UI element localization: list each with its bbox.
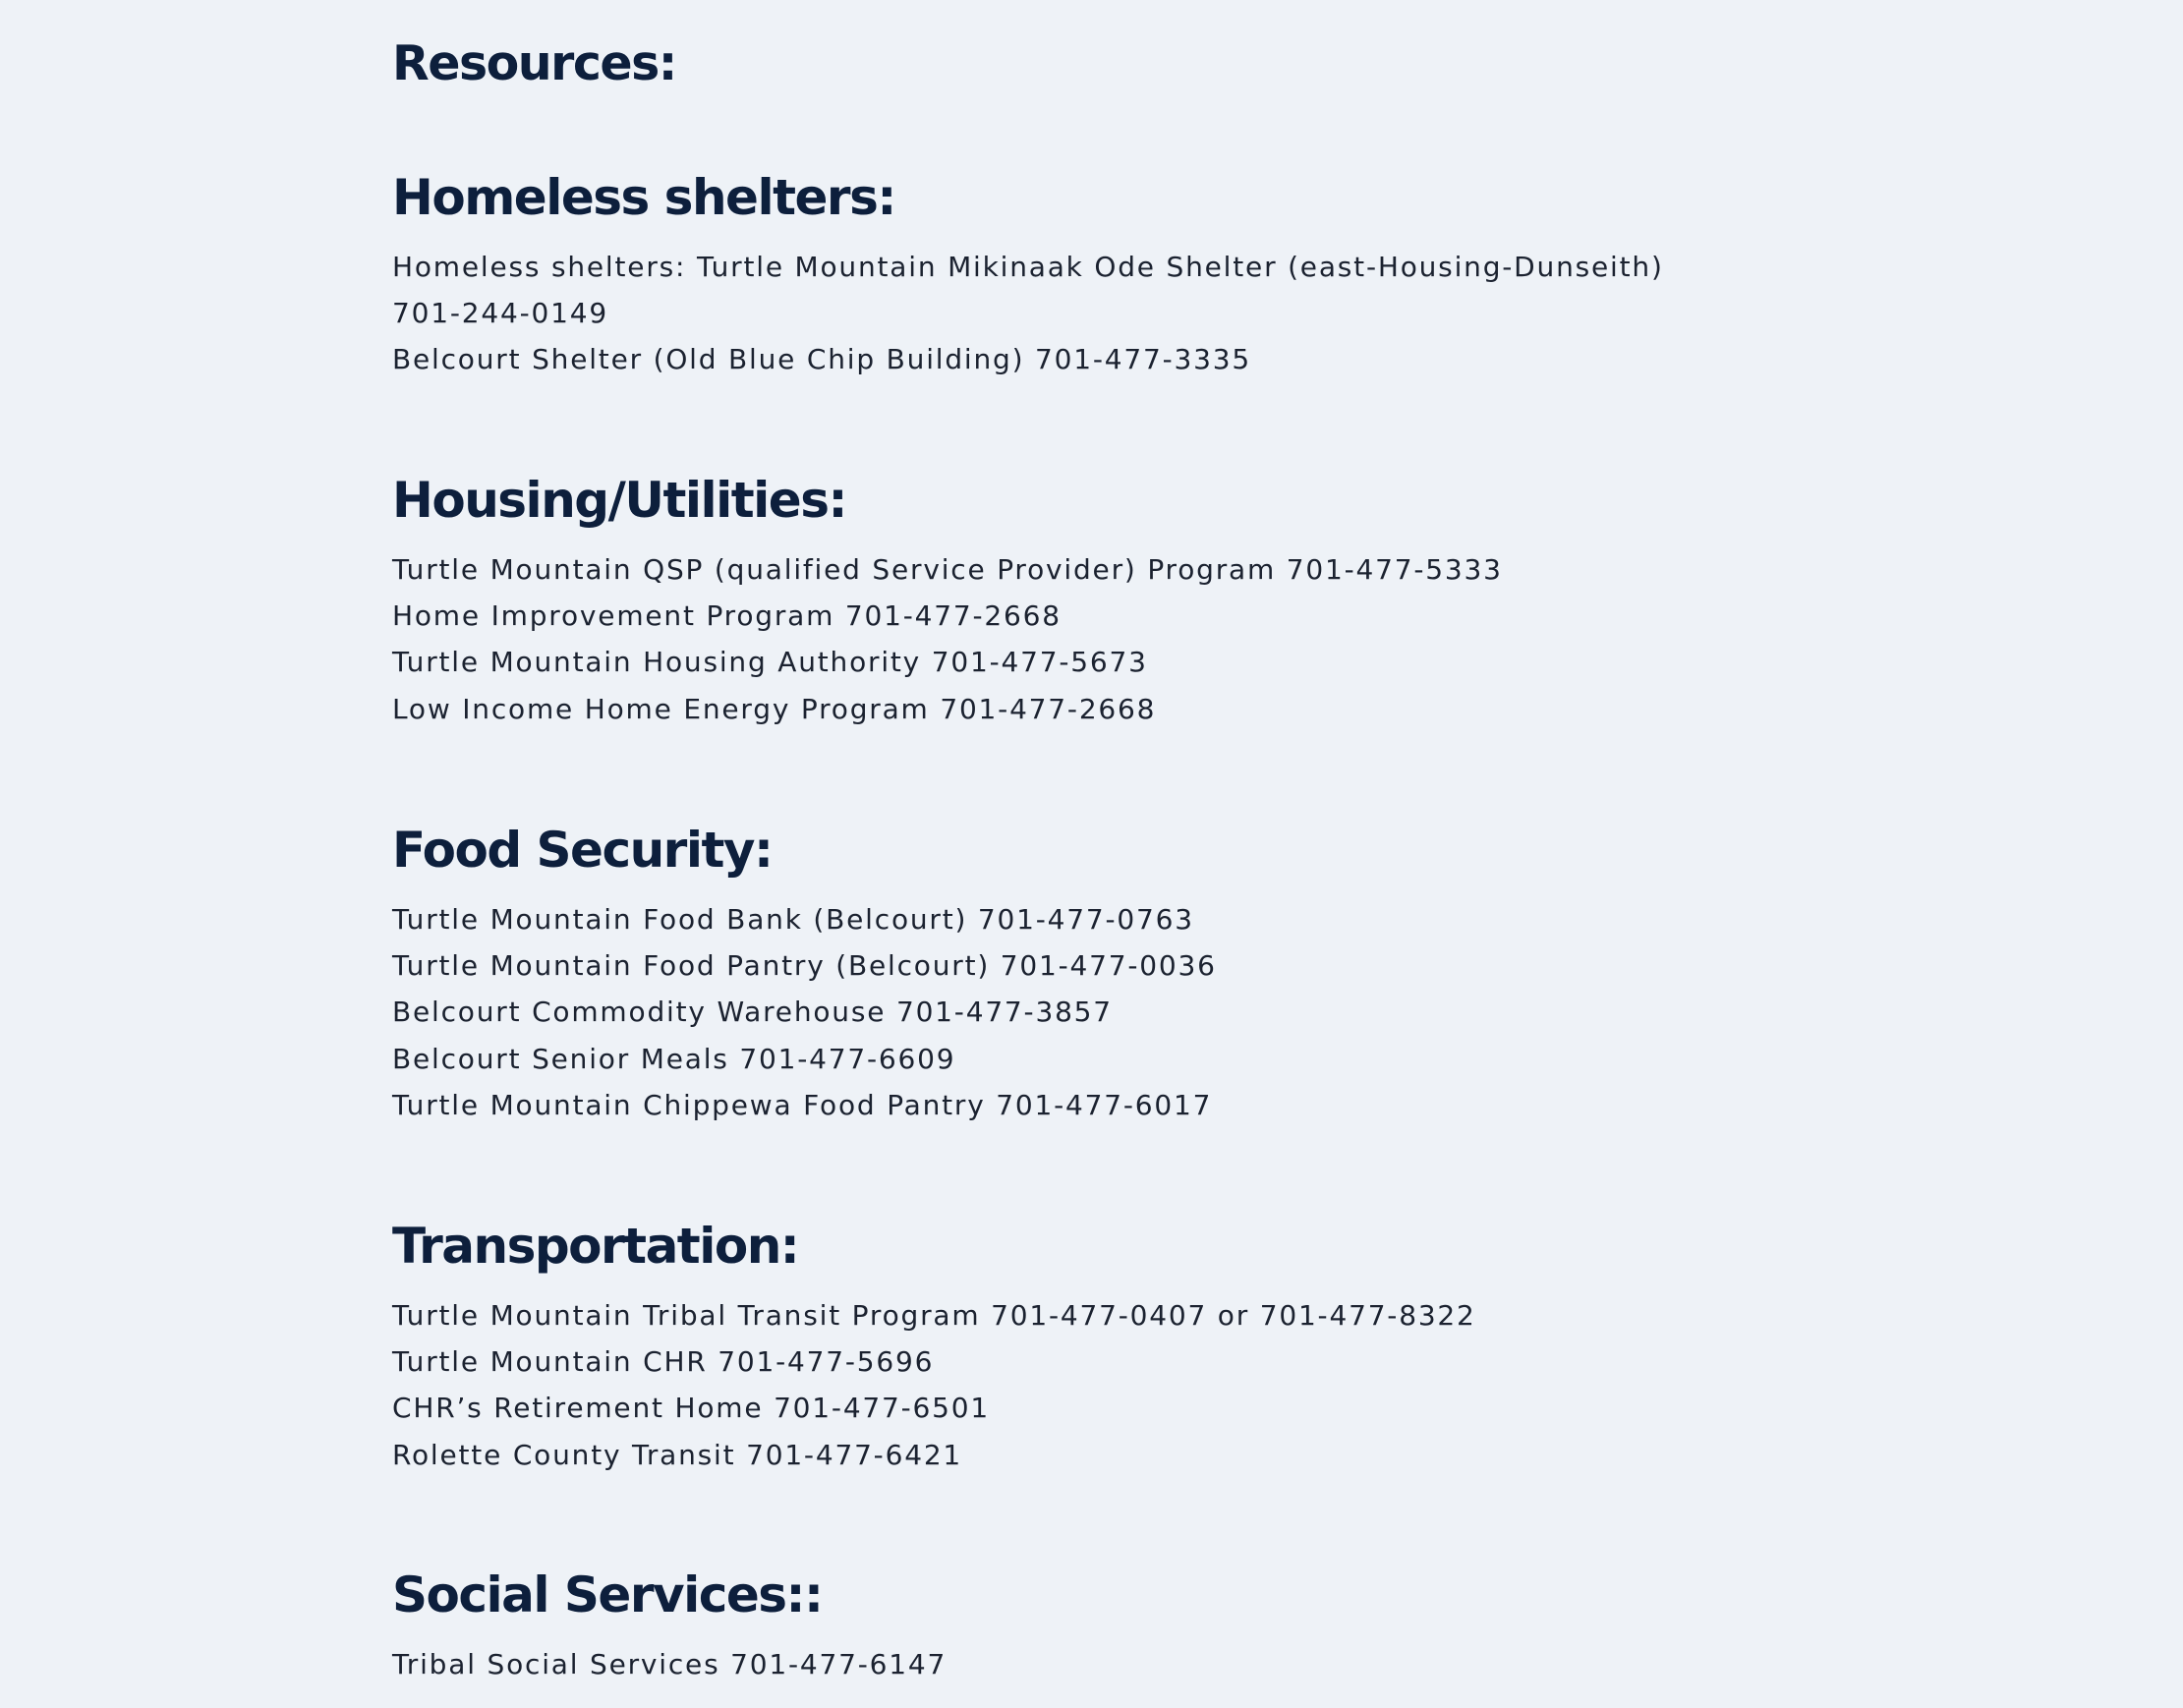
resource-line: Homeless shelters: Turtle Mountain Mikinaak Ode Shelter (east-Housing-Dunseith) <box>392 251 1664 283</box>
resource-line: Low Income Home Energy Program 701-477-2668 <box>392 692 1157 725</box>
resource-list <box>392 896 1217 1128</box>
resource-list <box>392 1641 947 1687</box>
resource-line: Rolette County Transit 701-477-6421 <box>392 1438 963 1471</box>
resource-list <box>392 546 1503 732</box>
resource-line: Turtle Mountain Food Bank (Belcourt) 701-477-0763 <box>392 903 1194 936</box>
resource-list <box>392 244 1664 383</box>
section-heading: Social Services:: <box>392 1566 823 1623</box>
resource-line: CHR’s Retirement Home 701-477-6501 <box>392 1392 991 1425</box>
section-heading: Housing/Utilities: <box>392 472 846 529</box>
section-social-services <box>392 1561 947 1687</box>
resource-line: Turtle Mountain QSP (qualified Service Provider) Program 701-477-5333 <box>392 553 1503 586</box>
resource-line: Home Improvement Program 701-477-2668 <box>392 599 1062 633</box>
page-title: Resources: <box>392 35 676 91</box>
resource-line: Turtle Mountain Housing Authority 701-477-5673 <box>392 646 1148 679</box>
section-heading: Food Security: <box>392 822 773 879</box>
section-heading: Transportation: <box>392 1218 799 1275</box>
resource-line: Turtle Mountain CHR 701-477-5696 <box>392 1345 935 1379</box>
resource-line: Belcourt Shelter (Old Blue Chip Building) 701-477-3335 <box>392 343 1252 376</box>
resource-line: Belcourt Commodity Warehouse 701-477-3857 <box>392 996 1113 1029</box>
resource-line: Turtle Mountain Tribal Transit Program 701-477-0407 or 701-477-8322 <box>392 1299 1476 1332</box>
resource-list <box>392 1292 1476 1478</box>
section-heading: Homeless shelters: <box>392 169 895 226</box>
section-homeless-shelters <box>392 163 1664 383</box>
section-housing-utilities <box>392 466 1503 732</box>
section-transportation <box>392 1212 1476 1478</box>
resource-line: Tribal Social Services 701-477-6147 <box>392 1648 948 1680</box>
resource-line: Turtle Mountain Chippewa Food Pantry 701-477-6017 <box>392 1088 1213 1121</box>
section-food-security <box>392 816 1217 1128</box>
resource-line: Turtle Mountain Food Pantry (Belcourt) 701-477-0036 <box>392 949 1217 983</box>
resource-line: 701-244-0149 <box>392 297 608 330</box>
resource-line: Belcourt Senior Meals 701-477-6609 <box>392 1042 956 1075</box>
